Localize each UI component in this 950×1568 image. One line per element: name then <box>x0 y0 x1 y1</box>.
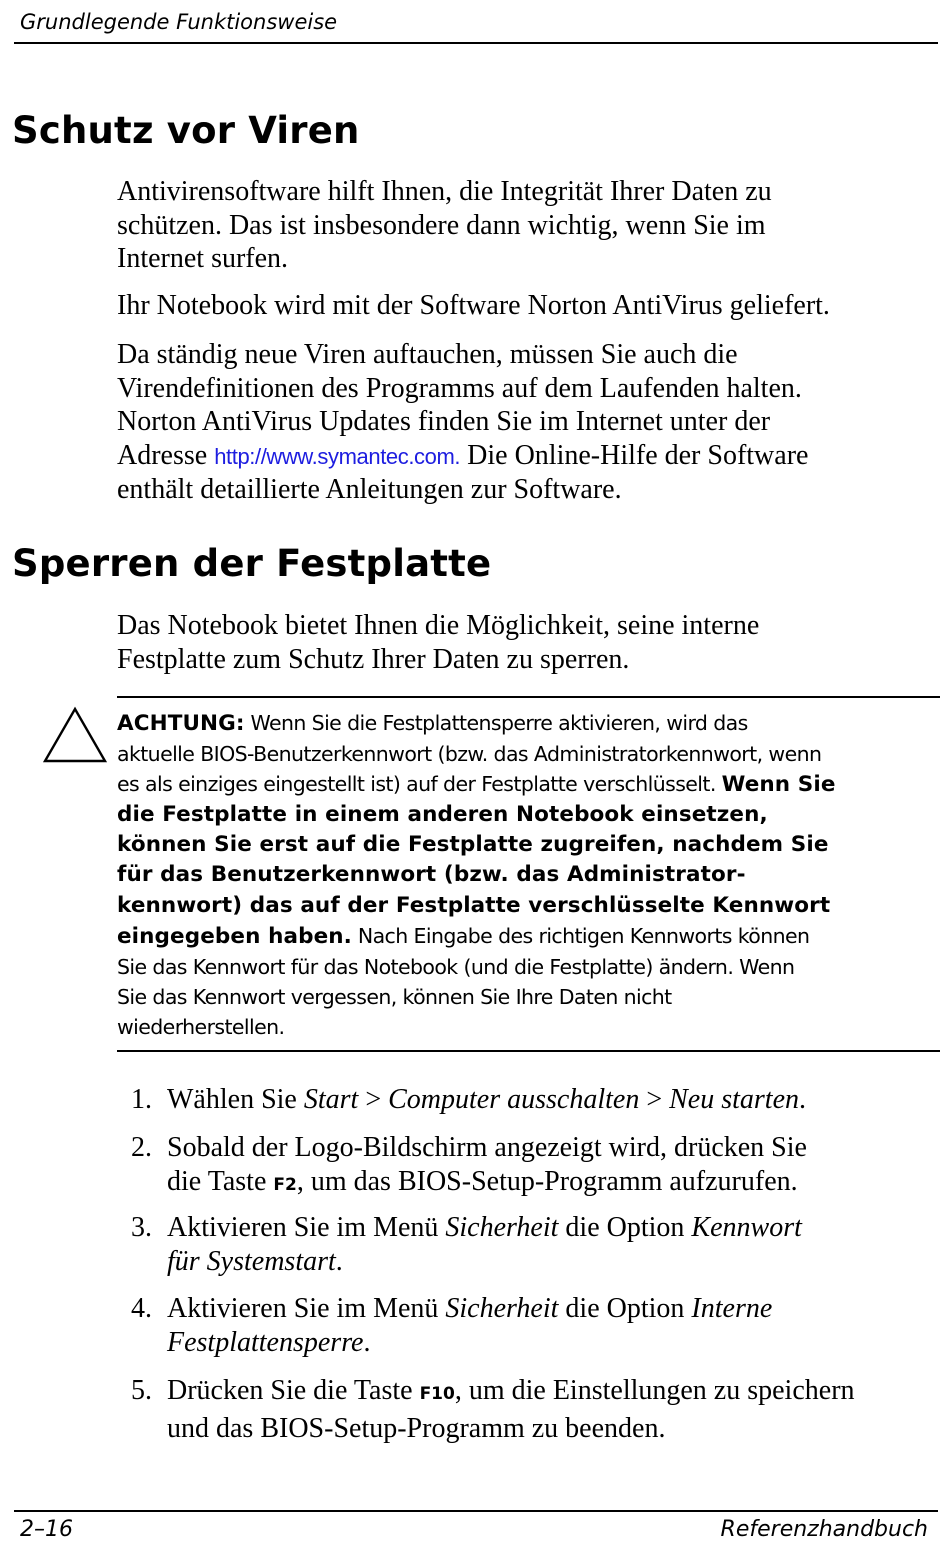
caution-line: können Sie erst auf die Festplatte zugreifen, nachdem Sie <box>117 832 829 858</box>
text-line <box>167 1083 806 1117</box>
menu-term: Sicherheit <box>445 1212 559 1243</box>
festplatte-intro <box>117 609 759 676</box>
text-run: die Taste <box>167 1165 274 1197</box>
section-heading-festplatte: Sperren der Festplatte <box>12 542 492 585</box>
text-run: Aktivieren Sie im Menü <box>167 1212 446 1243</box>
step-text <box>167 1083 806 1117</box>
text-line <box>167 1374 855 1412</box>
text-line <box>167 1326 772 1360</box>
caution-line: kennwort) das auf der Festplatte verschlüsselte Kennwort <box>117 892 831 918</box>
menu-term: Interne <box>691 1293 773 1324</box>
text-line: Virendefinitionen des Programms auf dem Laufenden halten. <box>117 372 802 404</box>
text-line: Da ständig neue Viren auftauchen, müssen Sie auch die <box>117 339 738 370</box>
text-line: schützen. Das ist insbesondere dann wichtig, wenn Sie im <box>117 209 766 241</box>
step-2 <box>131 1131 807 1202</box>
menu-term: Start <box>303 1084 359 1115</box>
text-run: , um die Einstellungen zu speichern <box>454 1375 855 1406</box>
text-run: die Option <box>558 1212 692 1243</box>
caution-line: aktuelle BIOS-Benutzerkennwort (bzw. das Administratorkennwort, wenn <box>117 742 822 767</box>
text-line: Festplatte zum Schutz Ihrer Daten zu sperren. <box>117 643 630 675</box>
step-5 <box>131 1374 855 1445</box>
step-number: 1. <box>131 1084 152 1115</box>
viren-paragraph-3 <box>117 338 808 507</box>
viren-paragraph-1 <box>117 175 772 276</box>
caution-line: für das Benutzerkennwort (bzw. das Administrator- <box>117 862 746 888</box>
text-line: Das Notebook bietet Ihnen die Möglichkeit, seine interne <box>117 610 760 641</box>
menu-term: für Systemstart <box>167 1245 336 1277</box>
text-line <box>167 1292 772 1326</box>
text-run: Aktivieren Sie im Menü <box>167 1293 446 1324</box>
text-run: . <box>799 1084 807 1115</box>
key-label: F10 <box>419 1384 455 1404</box>
step-3 <box>131 1211 802 1278</box>
caution-bottom-rule <box>117 1050 940 1052</box>
step-number: 5. <box>131 1375 152 1406</box>
text-run: , um das BIOS-Setup-Programm aufzurufen. <box>296 1165 798 1197</box>
text-line: Norton AntiVirus Updates finden Sie im Internet unter der <box>117 406 771 437</box>
key-label: F2 <box>273 1174 297 1195</box>
section-heading-viren: Schutz vor Viren <box>12 109 360 152</box>
running-header: Grundlegende Funktionsweise <box>20 10 338 34</box>
text-run: eingegeben haben. <box>117 923 352 949</box>
text-run: Die Online-Hilfe der Software <box>460 439 809 471</box>
step-number: 3. <box>131 1212 152 1243</box>
menu-term: Kennwort <box>691 1212 802 1243</box>
viren-paragraph-2 <box>117 289 830 323</box>
step-text <box>167 1211 802 1278</box>
header-rule <box>14 42 938 44</box>
caution-line: die Festplatte in einem anderen Notebook einsetzen, <box>117 802 768 828</box>
text-run: Wählen Sie <box>167 1084 304 1115</box>
text-line <box>167 1211 802 1245</box>
caution-line: wiederherstellen. <box>117 1014 285 1039</box>
text-run: Adresse <box>117 439 215 471</box>
text-line <box>117 439 808 474</box>
text-run: . <box>335 1245 343 1277</box>
text-run: Wenn Sie <box>721 772 836 798</box>
text-line: Antivirensoftware hilft Ihnen, die Integrität Ihrer Daten zu <box>117 176 772 207</box>
text-run: . <box>363 1326 371 1358</box>
text-line: Ihr Notebook wird mit der Software Norton AntiVirus geliefert. <box>117 290 830 321</box>
menu-term: Neu starten <box>669 1084 800 1115</box>
text-run: die Option <box>558 1293 692 1324</box>
text-line: enthält detaillierte Anleitungen zur Software. <box>117 474 622 505</box>
text-line: Sobald der Logo-Bildschirm angezeigt wird, drücken Sie <box>167 1132 807 1163</box>
text-run: Nach Eingabe des richtigen Kennworts können <box>351 923 810 948</box>
page-number: 2–16 <box>20 1517 73 1542</box>
caution-line <box>117 769 836 800</box>
caution-line: Sie das Kennwort für das Notebook (und die Festplatte) ändern. Wenn <box>117 954 795 979</box>
text-line <box>167 1165 807 1203</box>
footer-rule <box>14 1510 938 1512</box>
caution-top-rule <box>117 696 940 698</box>
text-line: und das BIOS-Setup-Programm zu beenden. <box>167 1412 666 1444</box>
text-line <box>167 1245 802 1279</box>
step-number: 4. <box>131 1293 152 1324</box>
caution-label: ACHTUNG: <box>117 711 245 736</box>
step-text <box>167 1131 807 1202</box>
warning-triangle-icon <box>42 706 108 764</box>
symantec-link[interactable]: http://www.symantec.com. <box>214 443 461 469</box>
caution-line: Sie das Kennwort vergessen, können Sie Ihre Daten nicht <box>117 984 672 1009</box>
text-run: > <box>358 1084 389 1115</box>
text-run: Wenn Sie die Festplattensperre aktivieren, wird das <box>244 711 748 735</box>
menu-term: Computer ausschalten <box>388 1084 640 1115</box>
text-line: Internet surfen. <box>117 243 289 274</box>
step-text <box>167 1292 772 1359</box>
caution-notice <box>117 708 836 1042</box>
menu-term: Sicherheit <box>445 1293 559 1324</box>
step-text <box>167 1374 855 1445</box>
text-run: > <box>639 1084 670 1115</box>
text-run: Drücken Sie die Taste <box>167 1375 420 1406</box>
caution-line <box>117 708 836 739</box>
text-run: es als einziges eingestellt ist) auf der Festplatte verschlüsselt. <box>117 772 722 797</box>
step-4 <box>131 1292 772 1359</box>
step-1 <box>131 1083 806 1117</box>
step-number: 2. <box>131 1132 152 1163</box>
book-title: Referenzhandbuch <box>720 1517 928 1542</box>
menu-term: Festplattensperre <box>167 1326 364 1358</box>
caution-line <box>117 921 836 952</box>
